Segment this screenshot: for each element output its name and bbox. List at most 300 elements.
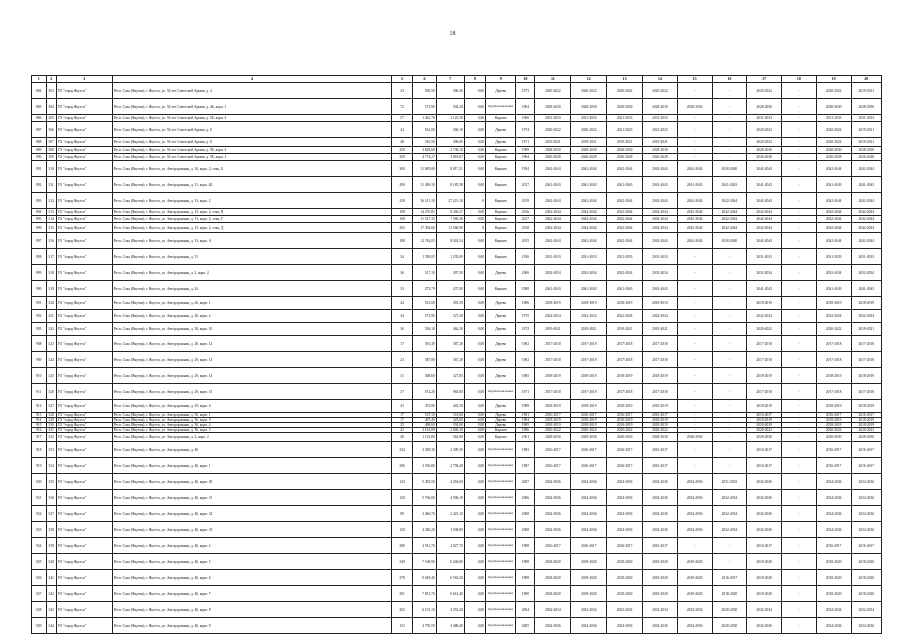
table-cell: 2042-2044 [535, 209, 571, 216]
table-cell: 2042-2044 [816, 233, 851, 249]
table-cell: 4 454,60 [436, 474, 464, 490]
table-cell: 504,20 [436, 99, 464, 115]
table-cell: 324 [46, 352, 56, 368]
table-cell: 2018-2020 [677, 554, 712, 570]
table-cell: 2016-2017 [747, 458, 782, 474]
table-cell: 188 [391, 233, 412, 249]
table-cell: Респ. Саха (Якутия), г. Якутск, ул. Автодорожная, д. 26, корп. 2 [112, 310, 391, 323]
table-cell: 330 [46, 423, 56, 428]
table-cell: 912 [32, 400, 47, 413]
table-cell: Респ. Саха (Якутия), г. Якутск, ул. Автодорожная, д. 29, корп. 15 [112, 384, 391, 400]
table-cell: 0,00 [464, 433, 485, 442]
table-cell: 2018-2019 [643, 368, 678, 384]
table-cell: - [677, 83, 712, 99]
table-cell: 2017-2018 [851, 336, 881, 352]
table-cell: 2031-2033 [535, 249, 571, 265]
table-cell: 2032-2034 [712, 522, 747, 538]
table-cell: 2034-2036 [677, 506, 712, 522]
table-cell: 890 [32, 154, 47, 161]
table-cell: 2042-2044 [677, 209, 712, 216]
table-cell: 2032-2034 [643, 265, 678, 281]
table-cell: 573,90 [413, 99, 437, 115]
table-cell: 11 560,90 [436, 223, 464, 233]
table-cell: 1985 [516, 423, 535, 428]
table-cell: 2018-2019 [607, 368, 643, 384]
table-cell: 2020-2022 [816, 323, 851, 336]
table-cell: 8 649,40 [413, 570, 437, 586]
table-cell: 2018-2019 [643, 400, 678, 413]
table-cell: - [782, 442, 817, 458]
table-cell: 2032-2034 [571, 602, 607, 618]
table-cell: ГО "город Якутск" [56, 249, 112, 265]
table-cell: 2017-2018 [607, 352, 643, 368]
table-cell: - [677, 138, 712, 147]
table-cell: 2016-2017 [643, 442, 678, 458]
table-cell: 202 [391, 602, 412, 618]
table-cell: Крупнопанельные [486, 490, 516, 506]
table-cell: 2042-2044 [851, 193, 881, 209]
table-cell: 2 161,80 [413, 428, 437, 433]
table-cell: 2018-2020 [747, 570, 782, 586]
table-cell: 312 [46, 193, 56, 209]
table-cell: - [712, 281, 747, 297]
table-cell: 17 [391, 413, 412, 418]
table-cell: 2034-2036 [816, 522, 851, 538]
table-cell: 2042-2044 [816, 216, 851, 223]
table-row [32, 177, 882, 193]
table-cell: 4 353,20 [436, 602, 464, 618]
table-cell: - [782, 154, 817, 161]
table-cell: 2042-2044 [851, 223, 881, 233]
table-cell: - [712, 368, 747, 384]
table-cell: - [677, 147, 712, 154]
table-cell: 0,00 [464, 522, 485, 538]
table-cell: - [782, 506, 817, 522]
table-cell: 2026-2028 [851, 154, 881, 161]
table-cell: Дерево [486, 400, 516, 413]
table-cell: 326 [46, 384, 56, 400]
table-cell: Крупнопанельные [486, 384, 516, 400]
table-cell: 322 [46, 323, 56, 336]
table-cell: 2016-2017 [816, 538, 851, 554]
table-cell: 2034-2036 [643, 474, 678, 490]
table-cell: - [712, 428, 747, 433]
table-cell: - [677, 336, 712, 352]
table-cell: 2017-2018 [607, 336, 643, 352]
table-cell: - [782, 423, 817, 428]
table-cell: 0,00 [464, 400, 485, 413]
table-cell: Респ. Саха (Якутия), г. Якутск, ул. Автодорожная, д. 40, корп. 9 [112, 618, 391, 634]
table-cell: 153 [391, 618, 412, 634]
table-cell: 2042-2044 [571, 216, 607, 223]
table-cell: - [782, 233, 817, 249]
table-cell: 2034-2036 [607, 618, 643, 634]
table-cell: 33 [391, 281, 412, 297]
table-cell: 2018-2019 [571, 297, 607, 310]
table-cell: 2018-2019 [816, 297, 851, 310]
table-cell: 1 461,70 [413, 115, 437, 122]
table-cell: 0,00 [464, 423, 485, 428]
table-cell: 2018-2019 [643, 418, 678, 423]
table-cell: 901 [32, 297, 47, 310]
table-cell: Респ. Саха (Якутия), г. Якутск, ул. Автодорожная, д. 2, корп. 2 [112, 265, 391, 281]
table-cell: 0,00 [464, 506, 485, 522]
table-cell: 323 [46, 336, 56, 352]
table-cell: - [677, 352, 712, 368]
table-cell: ГО "город Якутск" [56, 161, 112, 177]
table-cell: 2018-2019 [747, 418, 782, 423]
table-cell: 303 [46, 83, 56, 99]
table-cell: 2042-2044 [747, 209, 782, 216]
table-row [32, 522, 882, 538]
table-cell: 913 [32, 413, 47, 418]
table-cell: 2042-2044 [677, 216, 712, 223]
column-number-cell: 15 [677, 76, 712, 83]
table-cell: ГО "город Якутск" [56, 418, 112, 423]
table-cell: 2034-2036 [851, 474, 881, 490]
table-cell: ГО "город Якутск" [56, 138, 112, 147]
table-cell: Респ. Саха (Якутия), г. Якутск, ул. Автодорожная, д. 40, корп. 1 [112, 458, 391, 474]
table-cell: ГО "город Якутск" [56, 428, 112, 433]
table-cell: 23 [391, 83, 412, 99]
table-cell: 2016-2017 [816, 458, 851, 474]
table-cell: 2020-2022 [816, 122, 851, 138]
table-cell: 0,00 [464, 428, 485, 433]
table-cell: 310 [46, 161, 56, 177]
table-cell: 2026-2028 [816, 154, 851, 161]
table-cell: 927 [32, 586, 47, 602]
table-cell: 2032-2034 [747, 602, 782, 618]
table-cell: - [712, 418, 747, 423]
table-cell: - [677, 538, 712, 554]
table-cell: 2016-2017 [747, 442, 782, 458]
table-cell: 2017-2018 [535, 384, 571, 400]
table-cell: Респ. Саха (Якутия), г. Якутск, ул. Автодорожная, д. 11, корп. 4Б [112, 177, 391, 193]
table-cell: 2034-2036 [643, 522, 678, 538]
table-cell: 339 [46, 538, 56, 554]
table-cell: 2018-2019 [816, 400, 851, 413]
table-cell: 2018-2019 [747, 368, 782, 384]
table-cell: ГО "город Якутск" [56, 400, 112, 413]
table-cell: - [782, 122, 817, 138]
table-cell: 516,50 [413, 138, 437, 147]
table-cell: 2042-2044 [677, 193, 712, 209]
table-cell: 116,60 [436, 413, 464, 418]
table-cell: 0,00 [464, 297, 485, 310]
table-cell: - [712, 265, 747, 281]
table-cell: ГО "город Якутск" [56, 177, 112, 193]
table-cell: 27 221,10 [436, 193, 464, 209]
table-cell: 2 738,10 [436, 147, 464, 154]
table-cell: 328 [46, 413, 56, 418]
table-cell: 2034-2036 [571, 506, 607, 522]
table-cell: 167,10 [413, 413, 437, 418]
table-cell: 2028-2030 [571, 99, 607, 115]
table-cell: 896 [32, 223, 47, 233]
table-cell: 2041-2043 [816, 177, 851, 193]
table-cell: 2042-2044 [816, 209, 851, 216]
table-cell: - [677, 281, 712, 297]
table-cell: 1986 [516, 428, 535, 433]
table-cell: - [712, 83, 747, 99]
table-cell: 306 [46, 122, 56, 138]
table-row [32, 281, 882, 297]
table-cell: 2019 [516, 193, 535, 209]
table-cell: Дерево [486, 323, 516, 336]
table-cell: Дерево [486, 83, 516, 99]
table-cell: 2018-2019 [535, 418, 571, 423]
table-cell: - [712, 400, 747, 413]
table-cell: - [712, 122, 747, 138]
table-cell: - [782, 147, 817, 154]
table-cell: 2020-2022 [747, 428, 782, 433]
table-cell: 8 185,38 [436, 177, 464, 193]
table-cell: Крупнопанельные [486, 618, 516, 634]
table-cell: 894 [32, 209, 47, 216]
table-cell: 2028-2030 [747, 147, 782, 154]
table-row [32, 216, 882, 223]
table-row [32, 310, 882, 323]
table-cell: 924 [32, 538, 47, 554]
table-cell: 2022-2024 [816, 310, 851, 323]
table-cell: 2041-2043 [677, 177, 712, 193]
table-cell: 387,20 [436, 336, 464, 352]
table-cell: ГО "город Якутск" [56, 618, 112, 634]
table-cell: 0,00 [464, 352, 485, 368]
table-cell: 250 [391, 154, 412, 161]
table-cell: 2016-2017 [571, 538, 607, 554]
table-cell: 902 [32, 310, 47, 323]
table-cell: 2020-2022 [747, 138, 782, 147]
table-cell: 2017 [516, 216, 535, 223]
table-cell: Респ. Саха (Якутия), г. Якутск, ул. Автодорожная, д. 40, корп. 30 [112, 474, 391, 490]
table-row [32, 506, 882, 522]
table-cell: - [782, 433, 817, 442]
table-cell: 249 [391, 554, 412, 570]
table-row [32, 602, 882, 618]
table-cell: Кирпич [486, 233, 516, 249]
table-cell: 2 828,60 [413, 147, 437, 154]
table-cell: 561,00 [413, 122, 437, 138]
table-cell: - [677, 122, 712, 138]
table-cell: Респ. Саха (Якутия), г. Якутск, ул. Автодорожная, д. 29, корп. 14 [112, 368, 391, 384]
table-cell: 12 762,03 [413, 233, 437, 249]
table-cell: 334 [46, 458, 56, 474]
table-cell: Респ. Саха (Якутия), г. Якутск, ул. 50 лет Советской Армии, д. 4Б, корп. 1 [112, 99, 391, 115]
table-cell: ГО "город Якутск" [56, 147, 112, 154]
table-cell: ГО "город Якутск" [56, 554, 112, 570]
table-cell: 2017-2018 [747, 384, 782, 400]
table-cell: 1974 [516, 122, 535, 138]
table-cell: - [782, 193, 817, 209]
table-cell: 2020-2022 [816, 83, 851, 99]
table-cell: 911 [32, 384, 47, 400]
table-cell: Крупнопанельные [486, 538, 516, 554]
table-cell: ГО "город Якутск" [56, 216, 112, 223]
table-cell: 1983 [516, 442, 535, 458]
table-cell: - [677, 442, 712, 458]
table-cell: 17 [391, 418, 412, 423]
table-cell: ГО "город Якутск" [56, 265, 112, 281]
table-cell: - [712, 538, 747, 554]
table-cell: 4 596,10 [436, 490, 464, 506]
column-number-cell: 1 [32, 76, 47, 83]
table-cell: 2031-2033 [571, 115, 607, 122]
table-cell: 2017-2018 [747, 336, 782, 352]
table-cell: 2028-2030 [747, 433, 782, 442]
table-cell: 31 [391, 368, 412, 384]
table-cell: - [677, 154, 712, 161]
table-cell: 4 774,27 [413, 154, 437, 161]
table-cell: 2028-2030 [677, 99, 712, 115]
table-cell: ГО "город Якутск" [56, 122, 112, 138]
table-cell: 2018-2019 [851, 418, 881, 423]
table-cell: Крупнопанельные [486, 570, 516, 586]
table-cell: 885 [32, 99, 47, 115]
table-cell: 2018-2020 [747, 586, 782, 602]
table-cell: 2016-2017 [851, 442, 881, 458]
table-cell: 2041-2043 [643, 281, 678, 297]
table-cell: 2018-2020 [677, 570, 712, 586]
table-cell: 41 [391, 428, 412, 433]
column-number-cell: 16 [712, 76, 747, 83]
table-cell: 0,00 [464, 138, 485, 147]
table-cell: 7 106,90 [413, 554, 437, 570]
table-cell: Кирпич [486, 216, 516, 223]
table-cell: 1988 [516, 281, 535, 297]
table-cell: 314 [46, 216, 56, 223]
table-cell: 2018-2019 [851, 423, 881, 428]
table-row [32, 122, 882, 138]
table-cell: 2018-2020 [643, 570, 678, 586]
table-cell: 1985 [516, 368, 535, 384]
table-cell: 36 [391, 265, 412, 281]
table-cell: Дерево [486, 310, 516, 323]
table-cell: 0,00 [464, 474, 485, 490]
table-cell: 2022-2024 [747, 310, 782, 323]
table-cell: ГО "город Якутск" [56, 458, 112, 474]
table-cell: - [677, 323, 712, 336]
table-cell: 897 [32, 233, 47, 249]
table-cell: 2019-2021 [607, 138, 643, 147]
table-cell: 1989 [516, 147, 535, 154]
table-cell: 2017-2018 [571, 384, 607, 400]
table-cell: 2020-2022 [535, 122, 571, 138]
table-cell: 2016-2017 [607, 413, 643, 418]
table-cell: 1986 [516, 297, 535, 310]
table-cell: 2034-2036 [816, 490, 851, 506]
table-cell: Респ. Саха (Якутия), г. Якутск, ул. Автодорожная, д. 28, корп. 12 [112, 336, 391, 352]
table-cell: 2034-2036 [677, 618, 712, 634]
table-cell: - [712, 336, 747, 352]
column-number-cell: 2 [46, 76, 56, 83]
table-cell: 2034-2036 [535, 490, 571, 506]
table-cell: 2031-2033 [851, 115, 881, 122]
table-cell: 895 [32, 216, 47, 223]
table-cell: Дерево [486, 336, 516, 352]
table-cell: - [677, 115, 712, 122]
table-cell: Крупнопанельные [486, 458, 516, 474]
table-cell: 2017-2018 [851, 352, 881, 368]
table-cell: 2017-2018 [816, 352, 851, 368]
table-cell: ГО "город Якутск" [56, 281, 112, 297]
column-number-cell: 17 [747, 76, 782, 83]
table-row [32, 83, 882, 99]
table-cell: 920 [32, 474, 47, 490]
table-cell: 2019-2021 [851, 323, 881, 336]
table-cell: 344 [46, 618, 56, 634]
table-cell: 909 [32, 352, 47, 368]
table-cell: 2017-2018 [535, 352, 571, 368]
table-cell: Респ. Саха (Якутия), г. Якутск, ул. Автодорожная, д. 13, корп. 2 [112, 193, 391, 209]
table-cell: 2034-2036 [747, 506, 782, 522]
table-cell: 6 101,10 [413, 602, 437, 618]
table-cell: - [677, 265, 712, 281]
table-cell: 2042-2044 [747, 193, 782, 209]
table-cell: - [712, 147, 747, 154]
table-cell: 2031-2033 [851, 249, 881, 265]
table-cell: 672,20 [413, 384, 437, 400]
table-cell: - [782, 209, 817, 216]
table-cell: 0,00 [464, 384, 485, 400]
table-cell: 17 394,60 [413, 223, 437, 233]
table-row [32, 154, 882, 161]
table-cell: - [712, 423, 747, 428]
table-cell: 888 [32, 138, 47, 147]
table-cell: 2032-2034 [712, 506, 747, 522]
table-row [32, 265, 882, 281]
table-cell: 0,00 [464, 83, 485, 99]
table-cell: 367,20 [436, 352, 464, 368]
table-cell: 0,00 [464, 233, 485, 249]
table-cell: 2041-2043 [571, 177, 607, 193]
table-cell: 2042-2044 [851, 161, 881, 177]
table-cell: 2034-2036 [677, 522, 712, 538]
table-cell: 2042-2044 [816, 223, 851, 233]
table-cell: 2026-2028 [747, 154, 782, 161]
table-cell: 0,00 [464, 249, 485, 265]
table-cell: 2042-2044 [747, 233, 782, 249]
table-cell: 2018-2020 [535, 570, 571, 586]
table-cell: ГО "город Якутск" [56, 209, 112, 216]
table-cell: 2018-2019 [535, 368, 571, 384]
table-cell: - [712, 249, 747, 265]
table-cell: 2018-2020 [535, 586, 571, 602]
table-cell: 2034-2036 [607, 506, 643, 522]
table-cell: 2041-2043 [571, 281, 607, 297]
table-cell: - [782, 297, 817, 310]
table-cell: 2016-2017 [816, 442, 851, 458]
column-number-cell: 3 [56, 76, 112, 83]
table-cell: - [712, 310, 747, 323]
table-cell: 2020-2022 [851, 428, 881, 433]
table-cell: 2028-2030 [607, 99, 643, 115]
table-cell: 2042-2044 [643, 216, 678, 223]
table-cell: 2020-2022 [571, 83, 607, 99]
table-cell: - [712, 433, 747, 442]
table-cell: 2016-2017 [535, 458, 571, 474]
table-cell: 3 309,30 [413, 442, 437, 458]
table-cell: 2042-2044 [677, 223, 712, 233]
table-cell: ГО "город Якутск" [56, 413, 112, 418]
table-cell: 24 [391, 122, 412, 138]
table-cell: - [782, 602, 817, 618]
page-number: 18 [449, 31, 456, 37]
table-cell: 1964 [516, 99, 535, 115]
table-cell: 2019-2021 [571, 323, 607, 336]
table-cell: 2041-2043 [851, 281, 881, 297]
table-row [32, 297, 882, 310]
